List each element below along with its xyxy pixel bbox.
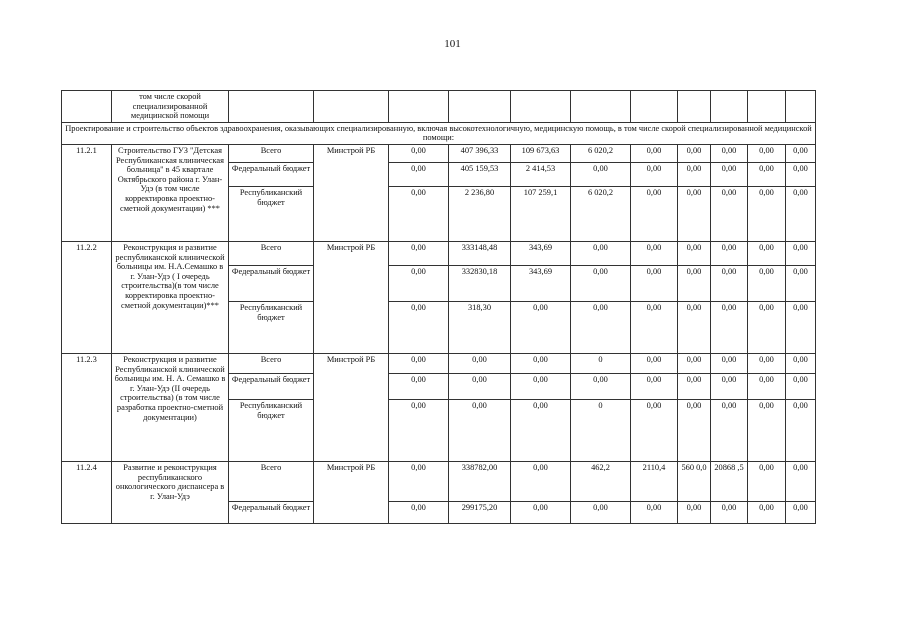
value-cell: 0,00 xyxy=(786,265,816,301)
value-cell: 0,00 xyxy=(711,301,748,353)
section-title: Проектирование и строительство объектов здравоохранения, оказывающих специализированную, включая высокотехнологичную, медицинскую помощь, в том числе скорой специализированной медицинской помощи: xyxy=(62,122,816,144)
value-cell: 0,00 xyxy=(678,265,711,301)
table-cell xyxy=(571,91,631,123)
executor: Минстрой РБ xyxy=(314,353,389,461)
table-cell xyxy=(62,91,112,123)
value-cell: 0,00 xyxy=(631,144,678,162)
value-cell: 0,00 xyxy=(748,399,786,461)
value-cell: 0,00 xyxy=(571,501,631,523)
value-cell: 0,00 xyxy=(748,501,786,523)
value-cell: 0,00 xyxy=(571,301,631,353)
value-cell: 0,00 xyxy=(389,301,449,353)
value-cell: 0,00 xyxy=(711,399,748,461)
value-cell: 407 396,33 xyxy=(449,144,511,162)
value-cell: 0,00 xyxy=(389,501,449,523)
funding-source: Всего xyxy=(229,241,314,265)
table-row xyxy=(62,461,816,501)
value-cell: 0,00 xyxy=(748,144,786,162)
table-row xyxy=(62,241,816,265)
value-cell: 20868 ,5 xyxy=(711,461,748,501)
project-name: Строительство ГУЗ "Детская Республиканская клиническая больница" в 45 квартале Октябрьского района г. Улан-Удэ (в том числе корректировка проектно-сметной документации) *** xyxy=(112,144,229,241)
value-cell: 0,00 xyxy=(678,186,711,241)
table-cell-name: том числе скорой специализированной медицинской помощи xyxy=(112,91,229,123)
project-id: 11.2.2 xyxy=(62,241,112,353)
value-cell: 0,00 xyxy=(748,373,786,399)
value-cell: 0 xyxy=(571,353,631,373)
value-cell: 0,00 xyxy=(389,461,449,501)
table-cell xyxy=(631,91,678,123)
value-cell: 0,00 xyxy=(389,399,449,461)
value-cell: 0,00 xyxy=(511,399,571,461)
table-cell xyxy=(786,91,816,123)
project-name: Реконструкция и развитие республиканской клинической больницы им. Н.А.Семашко в г. Улан-Удэ ( I очередь строительства)(в том числе корректировка проектно-сметной документации)*** xyxy=(112,241,229,353)
value-cell: 0,00 xyxy=(631,301,678,353)
value-cell: 0,00 xyxy=(748,186,786,241)
value-cell: 0,00 xyxy=(711,373,748,399)
value-cell: 0,00 xyxy=(389,162,449,186)
value-cell: 0,00 xyxy=(389,373,449,399)
value-cell: 0,00 xyxy=(786,186,816,241)
value-cell: 0,00 xyxy=(786,461,816,501)
table-cell xyxy=(511,91,571,123)
value-cell: 0,00 xyxy=(389,265,449,301)
value-cell: 0,00 xyxy=(678,241,711,265)
value-cell: 0,00 xyxy=(571,265,631,301)
value-cell: 0,00 xyxy=(786,301,816,353)
value-cell: 0,00 xyxy=(511,353,571,373)
value-cell: 0,00 xyxy=(511,461,571,501)
value-cell: 0,00 xyxy=(511,301,571,353)
value-cell: 0,00 xyxy=(786,399,816,461)
value-cell: 0,00 xyxy=(389,353,449,373)
value-cell: 0,00 xyxy=(711,265,748,301)
project-id: 11.2.1 xyxy=(62,144,112,241)
value-cell: 0,00 xyxy=(711,501,748,523)
value-cell: 0,00 xyxy=(786,241,816,265)
funding-source: Республиканский бюджет xyxy=(229,186,314,241)
table-cell xyxy=(314,91,389,123)
funding-source: Федеральный бюджет xyxy=(229,162,314,186)
table-cell xyxy=(678,91,711,123)
value-cell: 0,00 xyxy=(631,399,678,461)
project-id: 11.2.4 xyxy=(62,461,112,523)
table-cell xyxy=(748,91,786,123)
value-cell: 318,30 xyxy=(449,301,511,353)
value-cell: 0,00 xyxy=(571,373,631,399)
value-cell: 0,00 xyxy=(631,186,678,241)
value-cell: 0,00 xyxy=(711,144,748,162)
value-cell: 0,00 xyxy=(748,265,786,301)
value-cell: 0,00 xyxy=(748,162,786,186)
value-cell: 560 0,0 xyxy=(678,461,711,501)
funding-source: Республиканский бюджет xyxy=(229,399,314,461)
value-cell: 2 414,53 xyxy=(511,162,571,186)
value-cell: 333148,48 xyxy=(449,241,511,265)
value-cell: 0,00 xyxy=(678,144,711,162)
value-cell: 2110,4 xyxy=(631,461,678,501)
table-row xyxy=(62,144,816,162)
project-name: Реконструкция и развитие Республиканской клинической больницы им. Н. А. Семашко в г. Улан-Удэ (II очередь строительства) (в том числе разработка проектно-сметной документации) xyxy=(112,353,229,461)
value-cell: 0,00 xyxy=(748,353,786,373)
value-cell: 0,00 xyxy=(786,373,816,399)
value-cell: 0,00 xyxy=(571,162,631,186)
value-cell: 0,00 xyxy=(678,301,711,353)
value-cell: 0,00 xyxy=(449,373,511,399)
funding-source: Федеральный бюджет xyxy=(229,373,314,399)
value-cell: 0,00 xyxy=(678,353,711,373)
project-name: Развитие и реконструкция республиканского онкологического диспансера в г. Улан-Удэ xyxy=(112,461,229,523)
executor: Минстрой РБ xyxy=(314,241,389,353)
value-cell: 0,00 xyxy=(711,353,748,373)
value-cell: 0 xyxy=(571,399,631,461)
value-cell: 0,00 xyxy=(631,265,678,301)
value-cell: 0,00 xyxy=(786,162,816,186)
value-cell: 0,00 xyxy=(631,162,678,186)
value-cell: 0,00 xyxy=(748,241,786,265)
section-row xyxy=(62,122,816,144)
value-cell: 6 020,2 xyxy=(571,144,631,162)
project-id: 11.2.3 xyxy=(62,353,112,461)
value-cell: 0,00 xyxy=(571,241,631,265)
value-cell: 405 159,53 xyxy=(449,162,511,186)
value-cell: 0,00 xyxy=(786,144,816,162)
value-cell: 299175,20 xyxy=(449,501,511,523)
value-cell: 0,00 xyxy=(389,186,449,241)
value-cell: 6 020,2 xyxy=(571,186,631,241)
value-cell: 0,00 xyxy=(678,501,711,523)
value-cell: 0,00 xyxy=(748,301,786,353)
value-cell: 0,00 xyxy=(511,501,571,523)
value-cell: 0,00 xyxy=(449,353,511,373)
value-cell: 0,00 xyxy=(786,501,816,523)
funding-source: Всего xyxy=(229,461,314,501)
value-cell: 343,69 xyxy=(511,265,571,301)
table-cell xyxy=(711,91,748,123)
table-row-top xyxy=(62,91,816,123)
value-cell: 0,00 xyxy=(711,241,748,265)
budget-table xyxy=(61,90,816,524)
funding-source: Федеральный бюджет xyxy=(229,265,314,301)
funding-source: Республиканский бюджет xyxy=(229,301,314,353)
executor: Минстрой РБ xyxy=(314,461,389,523)
value-cell: 462,2 xyxy=(571,461,631,501)
funding-source: Всего xyxy=(229,353,314,373)
value-cell: 0,00 xyxy=(678,373,711,399)
value-cell: 0,00 xyxy=(631,501,678,523)
funding-source: Всего xyxy=(229,144,314,162)
page-number: 101 xyxy=(444,38,461,50)
value-cell: 0,00 xyxy=(678,162,711,186)
value-cell: 332830,18 xyxy=(449,265,511,301)
value-cell: 0,00 xyxy=(389,241,449,265)
value-cell: 0,00 xyxy=(511,373,571,399)
table-cell xyxy=(449,91,511,123)
funding-source: Федеральный бюджет xyxy=(229,501,314,523)
executor: Минстрой РБ xyxy=(314,144,389,241)
value-cell: 0,00 xyxy=(711,162,748,186)
value-cell: 2 236,80 xyxy=(449,186,511,241)
value-cell: 0,00 xyxy=(389,144,449,162)
table-cell xyxy=(389,91,449,123)
value-cell: 0,00 xyxy=(631,353,678,373)
table-cell xyxy=(229,91,314,123)
value-cell: 0,00 xyxy=(748,461,786,501)
table-row xyxy=(62,353,816,373)
value-cell: 343,69 xyxy=(511,241,571,265)
value-cell: 0,00 xyxy=(631,373,678,399)
value-cell: 109 673,63 xyxy=(511,144,571,162)
value-cell: 107 259,1 xyxy=(511,186,571,241)
value-cell: 0,00 xyxy=(449,399,511,461)
value-cell: 0,00 xyxy=(711,186,748,241)
value-cell: 338782,00 xyxy=(449,461,511,501)
value-cell: 0,00 xyxy=(678,399,711,461)
value-cell: 0,00 xyxy=(631,241,678,265)
value-cell: 0,00 xyxy=(786,353,816,373)
